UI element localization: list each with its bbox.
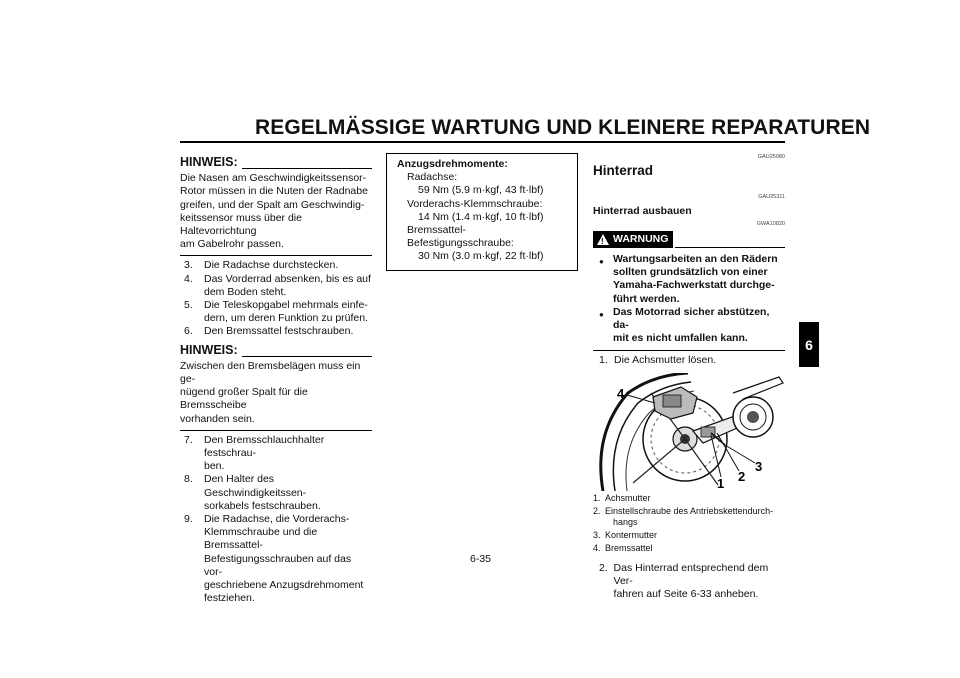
step-line: ben.: [204, 460, 225, 473]
figure-captions: [593, 493, 785, 554]
step-item: [184, 273, 372, 299]
header-rule: [180, 141, 785, 143]
caption-number: 3.: [593, 529, 601, 540]
steps-list-b: [184, 434, 372, 606]
ref-code: GAU25311: [758, 194, 785, 201]
callout-label-1: 1: [717, 475, 725, 491]
callout-label-3: 3: [755, 458, 763, 474]
warning-line: Das Motorrad sicher abstützen, da-: [613, 305, 770, 332]
caption-number: 1.: [593, 492, 601, 503]
left-column: [180, 156, 372, 606]
section-title: Hinterrad: [593, 163, 654, 179]
right-column: [593, 151, 785, 601]
step-line: Die Radachse, die Vorderachs-: [204, 513, 350, 526]
step-number: 2.: [599, 561, 608, 574]
warning-label: WARNUNG: [613, 232, 669, 245]
callout-label-2: 2: [738, 468, 746, 484]
step-line: Die Radachse durchstecken.: [204, 259, 339, 272]
caption-item: [593, 530, 785, 541]
warning-list: [599, 253, 785, 345]
step-number: 4.: [184, 272, 193, 285]
note-text-2: [180, 360, 372, 426]
step-number: 1.: [599, 354, 608, 367]
caption-text: Achsmutter: [605, 492, 651, 503]
step-line: Das Vorderrad absenken, bis es auf: [204, 272, 371, 285]
caption-number: 4.: [593, 542, 601, 553]
caption-text: Kontermutter: [605, 529, 658, 540]
step-line: fahren auf Seite 6-33 anheben.: [613, 588, 759, 601]
torque-line: 59 Nm (5.9 m·kgf, 43 ft·lbf): [418, 184, 544, 197]
warning-line: mit es nicht umfallen kann.: [613, 332, 748, 345]
caption-item: [593, 543, 785, 554]
caption-item: [593, 493, 785, 504]
caption-text: Bremssattel: [605, 542, 653, 553]
note-title: HINWEIS:: [180, 155, 238, 169]
warning-heading: [593, 231, 785, 248]
warning-line: Yamaha-Fachwerkstatt durchge-: [613, 279, 775, 292]
step-item: [184, 473, 372, 513]
warning-line: Wartungsarbeiten an den Rädern: [613, 253, 778, 266]
step-line: Den Bremsschlauchhalter festschrau-: [204, 433, 325, 460]
warning-line: sollten grundsätzlich von einer: [613, 266, 768, 279]
step-item: [184, 325, 372, 338]
callout-label-4: 4: [617, 385, 625, 401]
note-line: greifen, und der Spalt am Geschwindig-: [180, 198, 365, 211]
subsection-title: Hinterrad ausbauen: [593, 204, 692, 217]
step-item: [184, 259, 372, 272]
step-line: Den Halter des Geschwindigkeitssen-: [204, 473, 307, 499]
ref-code: GWA10820: [756, 220, 785, 227]
step-number: 9.: [184, 513, 193, 526]
step-item: [599, 562, 785, 602]
note-line: nügend großer Spalt für die Bremsscheibe: [180, 386, 308, 412]
note-end-rule: [180, 255, 372, 256]
note-heading-1: [180, 156, 372, 169]
note-line: keitssensor muss über die Haltevorrichtung: [180, 211, 302, 238]
step-line: Den Bremssattel festschrauben.: [204, 325, 354, 338]
torque-line: Bremssattel-Befestigungsschraube:: [407, 224, 514, 250]
caption-text: hangs: [613, 516, 638, 527]
warning-triangle-icon: !: [597, 234, 609, 245]
page-number: 6-35: [470, 553, 492, 565]
step-line: Klemmschraube und die Bremssattel-: [204, 526, 318, 552]
steps-list-a: [184, 259, 372, 338]
step-item: [184, 513, 372, 605]
rear-wheel-drawing: [593, 373, 785, 491]
note-title: HINWEIS:: [180, 342, 238, 357]
chapter-tab: 6: [799, 322, 819, 367]
bullet-icon: ●: [599, 257, 604, 267]
warning-end-rule: [593, 350, 785, 351]
rear-wheel-illustration: [593, 373, 785, 491]
note-line: Die Nasen am Geschwindigkeitssensor-: [180, 172, 367, 185]
step-number: 5.: [184, 299, 193, 312]
note-heading-2: [180, 344, 372, 357]
step-item: [599, 354, 785, 367]
note-line: am Gabelrohr passen.: [180, 238, 284, 251]
note-text-1: [180, 172, 372, 251]
note-line: vorhanden sein.: [180, 412, 255, 425]
torque-line: Vorderachs-Klemmschraube:: [407, 197, 543, 210]
torque-line: 14 Nm (1.4 m·kgf, 10 ft·lbf): [418, 210, 544, 223]
step-line: geschriebene Anzugsdrehmoment: [204, 579, 364, 592]
warning-item: [599, 306, 785, 346]
bullet-icon: ●: [599, 309, 604, 319]
caption-number: 2.: [593, 505, 601, 516]
step-line: Die Teleskopgabel mehrmals einfe-: [204, 299, 368, 312]
step-line: Befestigungsschrauben auf das vor-: [204, 552, 352, 578]
caption-text: Einstellschraube des Antriebskettendurch-: [605, 505, 774, 516]
step-line: sorkabels festschrauben.: [204, 499, 321, 512]
step-line: dem Boden steht.: [204, 285, 287, 298]
warning-badge: [593, 231, 673, 248]
step-line: Das Hinterrad entsprechend dem Ver-: [613, 561, 769, 587]
step-number: 3.: [184, 259, 193, 272]
page-header-title: REGELMÄSSIGE WARTUNG UND KLEINERE REPARATUREN: [255, 116, 871, 139]
step-number: 6.: [184, 325, 193, 338]
ref-code: GAU25080: [757, 154, 785, 160]
torque-spec-box: [386, 153, 578, 271]
torque-title: Anzugsdrehmomente:: [397, 158, 508, 170]
step-line: festziehen.: [204, 592, 255, 605]
warning-line: führt werden.: [613, 292, 680, 305]
step-number: 8.: [184, 473, 193, 486]
warning-item: [599, 253, 785, 306]
step-item: [184, 299, 372, 325]
step-line: Die Achsmutter lösen.: [614, 354, 717, 367]
torque-line: Radachse:: [407, 171, 458, 184]
caption-item: [593, 506, 785, 528]
step-line: dern, um deren Funktion zu prüfen.: [204, 312, 369, 325]
step-item: [184, 434, 372, 474]
note-end-rule: [180, 430, 372, 431]
torque-line: 30 Nm (3.0 m·kgf, 22 ft·lbf): [418, 250, 544, 263]
note-line: Zwischen den Bremsbelägen muss ein ge-: [180, 359, 361, 386]
step-number: 7.: [184, 433, 193, 446]
note-line: Rotor müssen in die Nuten der Radnabe: [180, 185, 368, 198]
